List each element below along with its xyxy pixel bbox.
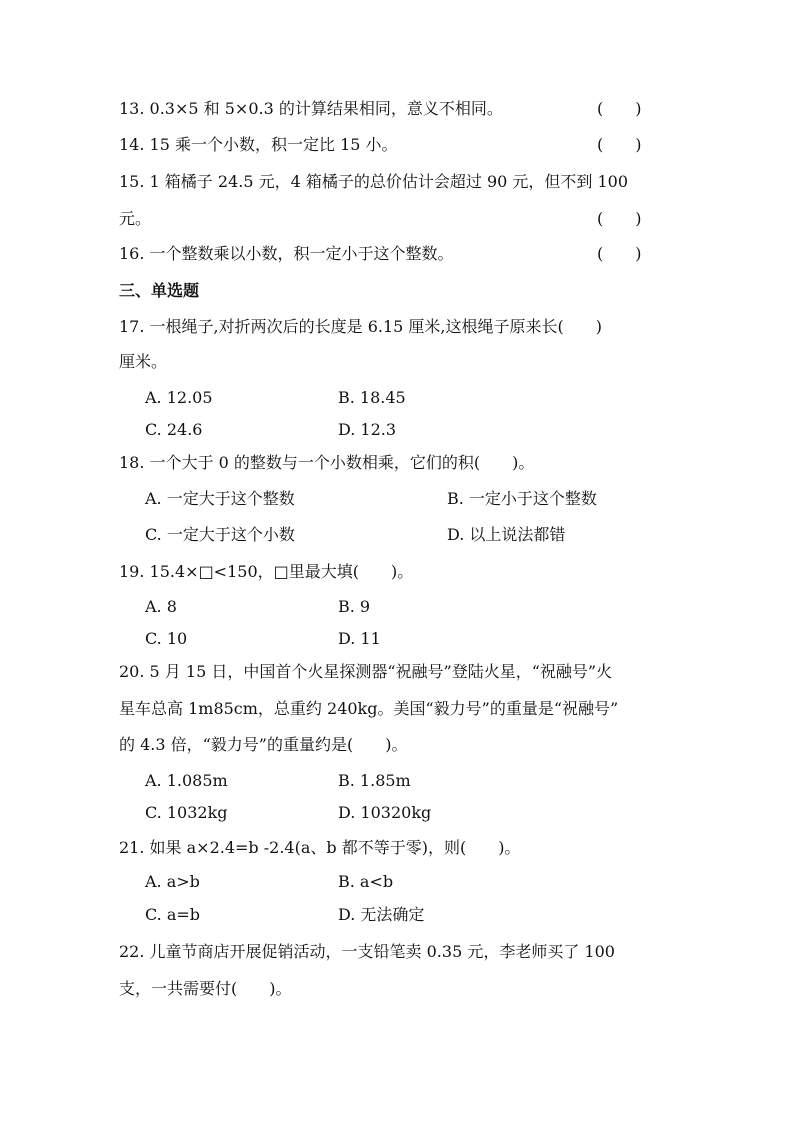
question-16: 16. 一个整数乘以小数，积一定小于这个整数。 — [119, 244, 454, 263]
option-19-b: B. 9 — [338, 597, 371, 616]
section-title: 三、单选题 — [119, 281, 200, 300]
option-18-b: B. 一定小于这个整数 — [447, 489, 597, 508]
option-21-a: A. a>b — [145, 872, 200, 891]
option-20-c: C. 1032kg — [145, 803, 228, 822]
option-19-c: C. 10 — [145, 629, 188, 648]
question-22-line1: 22. 儿童节商店开展促销活动，一支铅笔卖 0.35 元，李老师买了 100 — [119, 942, 615, 961]
option-20-b: B. 1.85m — [338, 771, 411, 790]
question-20-line1: 20. 5 月 15 日，中国首个火星探测器“祝融号”登陆火星，“祝融号”火 — [119, 662, 613, 681]
question-13: 13. 0.3×5 和 5×0.3 的计算结果相同，意义不相同。 — [119, 99, 503, 118]
question-17-line2: 厘米。 — [119, 352, 168, 371]
option-19-d: D. 11 — [338, 629, 381, 648]
question-15-line2: 元。 — [119, 209, 152, 228]
option-17-b: B. 18.45 — [338, 388, 406, 407]
option-18-a: A. 一定大于这个整数 — [145, 489, 295, 508]
option-19-a: A. 8 — [145, 597, 177, 616]
option-21-b: B. a<b — [338, 872, 394, 891]
option-17-d: D. 12.3 — [338, 420, 397, 439]
answer-paren-13: ( ) — [597, 99, 642, 118]
option-17-c: C. 24.6 — [145, 420, 203, 439]
option-21-c: C. a=b — [145, 905, 201, 924]
question-20-line2: 星车总高 1m85cm，总重约 240kg。美国“毅力号”的重量是“祝融号” — [119, 699, 619, 718]
question-14: 14. 15 乘一个小数，积一定比 15 小。 — [119, 135, 398, 154]
question-17-line1: 17. 一根绳子,对折两次后的长度是 6.15 厘米,这根绳子原来长( ) — [119, 317, 602, 336]
question-18: 18. 一个大于 0 的整数与一个小数相乘，它们的积( )。 — [119, 453, 535, 472]
answer-paren-14: ( ) — [597, 135, 642, 154]
option-20-d: D. 10320kg — [338, 803, 432, 822]
question-20-line3: 的 4.3 倍，“毅力号”的重量约是( )。 — [119, 735, 408, 754]
answer-paren-16: ( ) — [597, 244, 642, 263]
question-21: 21. 如果 a×2.4=b -2.4(a、b 都不等于零)，则( )。 — [119, 838, 521, 857]
option-18-d: D. 以上说法都错 — [447, 525, 566, 544]
option-17-a: A. 12.05 — [145, 388, 213, 407]
question-22-line2: 支，一共需要付( )。 — [119, 979, 292, 998]
option-18-c: C. 一定大于这个小数 — [145, 525, 295, 544]
question-15-line1: 15. 1 箱橘子 24.5 元，4 箱橘子的总价估计会超过 90 元，但不到 100 — [119, 172, 629, 191]
option-21-d: D. 无法确定 — [338, 905, 425, 924]
option-20-a: A. 1.085m — [145, 771, 228, 790]
answer-paren-15: ( ) — [597, 209, 642, 228]
question-19: 19. 15.4×□<150，□里最大填( )。 — [119, 562, 414, 581]
